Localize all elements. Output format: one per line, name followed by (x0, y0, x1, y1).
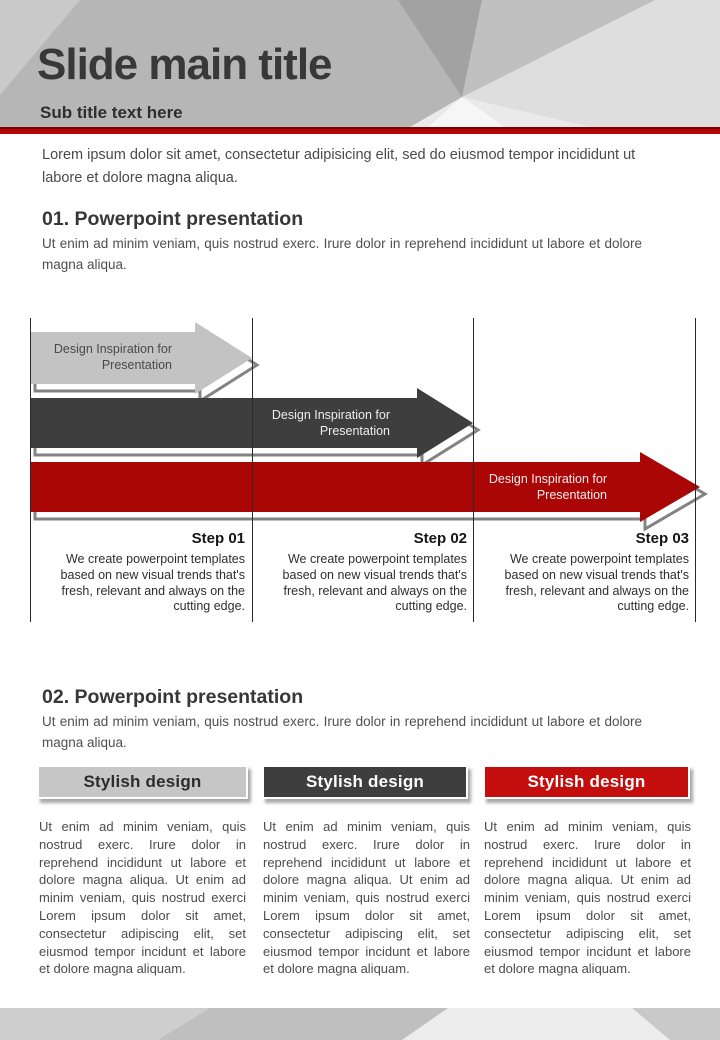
arrow-2-label (250, 407, 390, 439)
section-1-title: 01. Powerpoint presentation (42, 208, 304, 230)
step-3 (479, 530, 689, 615)
intro-paragraph: Lorem ipsum dolor sit amet, consectetur adipisicing elit, sed do eiusmod tempor incididunt ut labore et dolore magna aliqua. (42, 147, 636, 186)
slide-main-title: Slide main title (37, 40, 332, 89)
arrow-3-label-line2: Presentation (536, 488, 607, 502)
arrow-2-label-line2: Presentation (319, 424, 390, 438)
card-3-paragraph: Ut enim ad minim veniam, quis nostrud exerc. Irure dolor in reprehend incididunt ut labore et dolore magna aliqua. Ut enim ad minim veniam, quis nostrud exerci Lorem ipsum dolor sit amet, consectetur adipiscing elit, set eiusmod tempor incidunt et labore et dolore magna aliquam. (484, 819, 691, 977)
step-3-title: Step 03 (635, 530, 689, 547)
arrow-2-label-line1: Design Inspiration for (271, 408, 390, 422)
red-accent-divider (0, 127, 720, 134)
section-2-body: Ut enim ad minim veniam, quis nostrud exerc. Irure dolor in reprehend incididunt ut labore et dolore magna aliqua. (42, 714, 642, 750)
footer-polygon-background (0, 1008, 720, 1040)
stylish-design-card-gray: Stylish design (37, 765, 248, 799)
step-2-title: Step 02 (413, 530, 467, 547)
stylish-design-card-red: Stylish design (483, 765, 690, 799)
slide-subtitle: Sub title text here (40, 103, 183, 122)
arrow-3-label-line1: Design Inspiration for (488, 472, 607, 486)
arrow-1-label-line2: Presentation (101, 358, 172, 372)
arrow-3-label (467, 471, 607, 503)
card-1-paragraph: Ut enim ad minim veniam, quis nostrud exerc. Irure dolor in reprehend incididunt ut labore et dolore magna aliqua. Ut enim ad minim veniam, quis nostrud exerci Lorem ipsum dolor sit amet, consectetur adipiscing elit, set eiusmod tempor incidunt et labore et dolore magna aliquam. (39, 819, 246, 977)
step-2 (258, 530, 467, 615)
arrow-1-label (32, 341, 172, 373)
section-1-body: Ut enim ad minim veniam, quis nostrud exerc. Irure dolor in reprehend incididunt ut labore et dolore magna aliqua. (42, 236, 642, 272)
section-2-title: 02. Powerpoint presentation (42, 686, 304, 708)
step-1-title: Step 01 (191, 530, 245, 547)
step-2-body: We create powerpoint templates based on new visual trends that's fresh, relevant and always on the cutting edge. (282, 552, 467, 614)
stylish-design-card-dark: Stylish design (262, 765, 468, 799)
step-1 (36, 530, 245, 615)
arrow-1-label-line1: Design Inspiration for (53, 342, 172, 356)
step-3-body: We create powerpoint templates based on new visual trends that's fresh, relevant and always on the cutting edge. (504, 552, 689, 614)
step-1-body: We create powerpoint templates based on new visual trends that's fresh, relevant and always on the cutting edge. (60, 552, 245, 614)
card-2-paragraph: Ut enim ad minim veniam, quis nostrud exerc. Irure dolor in reprehend incididunt ut labore et dolore magna aliqua. Ut enim ad minim veniam, quis nostrud exerci Lorem ipsum dolor sit amet, consectetur adipiscing elit, set eiusmod tempor incidunt et labore et dolore magna aliquam. (263, 819, 470, 977)
